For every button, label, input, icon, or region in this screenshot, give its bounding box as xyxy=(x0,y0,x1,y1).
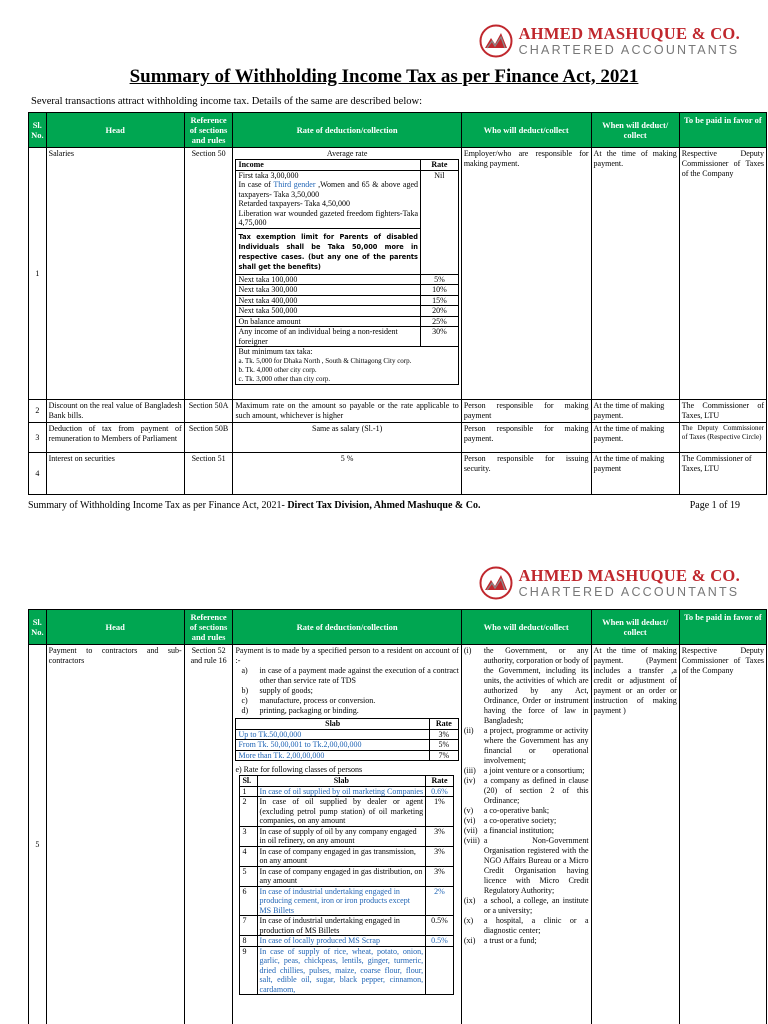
row-sl: 5 xyxy=(29,645,47,1024)
slab-value: From Tk. 50,00,001 to Tk.2,00,00,000 xyxy=(236,740,429,751)
item-key: (vii) xyxy=(463,826,478,835)
list-item xyxy=(464,896,589,916)
intro-text: Several transactions attract withholding income tax. Details of the same are described below: xyxy=(31,96,422,107)
header-sl: Sl. No. xyxy=(29,610,47,645)
slab-rate: 30% xyxy=(421,327,459,347)
row-who: Employer/who are responsible for making payment. xyxy=(461,148,591,400)
row-when: At the time of making payment. xyxy=(591,148,679,400)
slab-rate: 5% xyxy=(421,274,459,285)
row-who xyxy=(461,645,591,1024)
class-rate: 2% xyxy=(426,886,454,916)
table-row xyxy=(29,423,767,453)
first-slab: First taka 3,00,000 xyxy=(238,170,299,180)
contract-slab-table xyxy=(235,718,458,761)
item-text: supply of goods; xyxy=(259,686,313,695)
firm-logo-icon xyxy=(479,566,513,600)
firm-subtitle: CHARTERED ACCOUNTANTS xyxy=(518,584,740,599)
slab-income: Next taka 300,000 xyxy=(236,285,421,296)
slab-rate: 10% xyxy=(421,285,459,296)
item-text: a hospital, a clinic or a diagnostic center; xyxy=(483,916,589,935)
header-who: Who will deduct/collect xyxy=(461,610,591,645)
list-item xyxy=(464,816,589,826)
row-paid: Respective Deputy Commissioner of Taxes of the Company xyxy=(679,148,766,400)
item-text: printing, packaging or binding. xyxy=(259,706,359,715)
item-text: a co-operative bank; xyxy=(483,806,550,815)
class-rate: 3% xyxy=(426,866,454,886)
rate-header: Rate xyxy=(429,719,458,730)
item-text: a project, programme or activity where the Government has any financial or operational involvement; xyxy=(483,726,589,765)
row-head: Salaries xyxy=(46,148,184,400)
row-sl: 3 xyxy=(29,423,47,453)
row-when: At the time of making payment. xyxy=(591,423,679,453)
threshold-cell xyxy=(236,170,421,228)
slab-income: Next taka 100,000 xyxy=(236,274,421,285)
slab-rate: 5% xyxy=(429,740,458,751)
table-row xyxy=(29,645,767,1024)
table-row xyxy=(29,400,767,423)
slab-rate: 3% xyxy=(429,729,458,740)
class-slab: In case of company engaged in gas transmission, on any amount xyxy=(257,846,426,866)
list-item xyxy=(464,826,589,836)
rate-header: Rate xyxy=(421,160,459,171)
item-text: a trust or a fund; xyxy=(483,936,537,945)
list-item xyxy=(464,836,589,896)
slab-income: Next taka 500,000 xyxy=(236,306,421,317)
header-when: When will deduct/ collect xyxy=(591,113,679,148)
class-sl: 8 xyxy=(240,936,257,947)
firm-subtitle: CHARTERED ACCOUNTANTS xyxy=(518,42,740,57)
class-slab: In case of industrial undertaking engaged in producing cement, iron or iron products except MS Billets xyxy=(257,886,426,916)
item-text: a Non-Government Organisation registered with the NGO Affairs Bureau or a Micro Credit Organisation having licence with Micro Credit Regulatory Authority; xyxy=(483,836,589,895)
minimum-tax-c: c. Tk. 3,000 other than city corp. xyxy=(238,374,331,383)
row-head: Payment to contractors and sub-contractors xyxy=(46,645,184,1024)
list-item xyxy=(464,776,589,806)
row-head: Interest on securities xyxy=(46,453,184,495)
list-item xyxy=(464,646,589,726)
first-rate: Nil xyxy=(421,170,459,228)
footer-firm: Direct Tax Division, Ahmed Mashuque & Co. xyxy=(287,500,481,511)
slab-header: Slab xyxy=(236,719,429,730)
item-key: (v) xyxy=(463,806,474,815)
classes-sl-header: Sl. xyxy=(240,776,257,787)
list-item xyxy=(241,706,458,716)
list-item xyxy=(464,766,589,776)
item-key: d) xyxy=(241,706,249,715)
class-sl: 1 xyxy=(240,786,257,797)
slab-rate: 15% xyxy=(421,295,459,306)
slab-rate: 20% xyxy=(421,306,459,317)
payment-items xyxy=(235,666,458,716)
classes-slab-header: Slab xyxy=(257,776,426,787)
class-rate xyxy=(426,946,454,995)
exemption-note: Tax exemption limit for Parents of disabled Individuals shall be Taka 50,000 more in respective cases. (but any one of the parents shall get the benefits) xyxy=(236,228,421,274)
item-key: (ii) xyxy=(463,726,474,735)
item-key: (xi) xyxy=(463,936,476,945)
row-paid: Respective Deputy Commissioner of Taxes of the Company xyxy=(679,645,766,1024)
item-key: (iii) xyxy=(463,766,476,775)
item-text: a financial institution; xyxy=(483,826,555,835)
row-reference: Section 52 and rule 16 xyxy=(184,645,233,1024)
header-head: Head xyxy=(46,113,184,148)
class-sl: 3 xyxy=(240,826,257,846)
row-reference: Section 50 xyxy=(184,148,233,400)
minimum-tax-a: a. Tk. 5,000 for Dhaka North , South & Chittagong City corp. xyxy=(238,356,412,365)
row-rate xyxy=(233,148,461,400)
item-text: in case of a payment made against the execution of a contract other than service rate of TDS xyxy=(259,666,459,685)
item-text: a co-operative society; xyxy=(483,816,557,825)
classes-table xyxy=(239,775,453,995)
item-key: (iv) xyxy=(463,776,476,785)
header-paid: To be paid in favor of xyxy=(679,610,766,645)
class-rate: 0.5% xyxy=(426,916,454,936)
header-sl: Sl. No. xyxy=(29,113,47,148)
rate-intro: Payment is to made by a specified person to a resident on account of :- xyxy=(235,646,459,665)
class-slab: In case of supply of oil by any company engaged in oil refinery, on any amount xyxy=(257,826,426,846)
class-rate: 3% xyxy=(426,826,454,846)
minimum-tax-title: But minimum tax taka: xyxy=(238,347,313,356)
firm-name: AHMED MASHUQUE & CO. xyxy=(518,565,740,585)
header-rate: Rate of deduction/collection xyxy=(233,113,461,148)
slab-value: More than Tk. 2,00,00,000 xyxy=(236,750,429,761)
class-sl: 6 xyxy=(240,886,257,916)
list-item xyxy=(464,726,589,766)
row-rate: Maximum rate on the amount so payable or the rate applicable to such amount, whichever is higher xyxy=(233,400,461,423)
item-key: a) xyxy=(241,666,248,675)
row-rate xyxy=(233,645,461,1024)
row-rate: Same as salary (Sl.-1) xyxy=(233,423,461,453)
retarded-text: Retarded taxpayers- Taka 4,50,000 xyxy=(238,199,350,208)
header-when: When will deduct/ collect xyxy=(591,610,679,645)
row-paid: The Commissioner of Taxes, LTU xyxy=(679,453,766,495)
class-slab: In case of supply of rice, wheat, potato, onion, garlic, peas, chickpeas, lentils, ginger, turmeric, dried chillies, pulses, maize, coarse flour, flour, salt, edible oil, sugar, black pepper, cinnamon, cardamom, xyxy=(257,946,426,995)
item-text: a joint venture or a consortium; xyxy=(483,766,585,775)
row-reference: Section 50A xyxy=(184,400,233,423)
list-item xyxy=(464,916,589,936)
class-rate: 0.6% xyxy=(426,786,454,797)
firm-brand xyxy=(479,24,740,58)
header-rate: Rate of deduction/collection xyxy=(233,610,461,645)
exemption-rate-blank xyxy=(421,228,459,274)
row-sl: 1 xyxy=(29,148,47,400)
page-number: Page 1 of 19 xyxy=(689,500,740,511)
page-2 xyxy=(0,560,768,1024)
header-reference: Reference of sections and rules xyxy=(184,610,233,645)
item-key: (vi) xyxy=(463,816,476,825)
list-item xyxy=(241,686,458,696)
item-key: (viii) xyxy=(463,836,480,845)
third-gender-post: ,Women and 65 & above aged taxpayers- Taka 3,50,000 xyxy=(238,180,418,199)
row-paid: The Deputy Commissioner of Taxes (Respective Circle) xyxy=(679,423,766,453)
firm-name: AHMED MASHUQUE & CO. xyxy=(518,23,740,43)
row-who: Person responsible for issuing security. xyxy=(461,453,591,495)
row-when: At the time of making payment. (Payment includes a transfer ,a credit or adjustment of payment or an order or instruction of making payment ) xyxy=(591,645,679,1024)
class-slab: In case of oil supplied by oil marketing Companies xyxy=(257,786,426,797)
document-title: Summary of Withholding Income Tax as per Finance Act, 2021 xyxy=(129,66,639,87)
class-sl: 9 xyxy=(240,946,257,995)
third-gender-link: Third gender xyxy=(273,180,316,189)
firm-brand xyxy=(479,566,740,600)
class-slab: In case of locally produced MS Scrap xyxy=(257,936,426,947)
minimum-tax-cell xyxy=(236,347,458,385)
wht-table-page-1 xyxy=(28,112,767,495)
class-rate: 3% xyxy=(426,846,454,866)
class-sl: 5 xyxy=(240,866,257,886)
header-paid: To be paid in favor of xyxy=(679,113,766,148)
item-text: a school, a college, an institute or a university; xyxy=(483,896,589,915)
item-text: manufacture, process or conversion. xyxy=(259,696,376,705)
firm-logo-icon xyxy=(479,24,513,58)
class-sl: 4 xyxy=(240,846,257,866)
row-sl: 4 xyxy=(29,453,47,495)
slab-income: Any income of an individual being a non-resident foreigner xyxy=(236,327,421,347)
classes-title: e) Rate for following classes of persons xyxy=(235,765,363,774)
slab-value: Up to Tk.50,00,000 xyxy=(236,729,429,740)
class-sl: 2 xyxy=(240,797,257,827)
row-when: At the time of making payment. xyxy=(591,400,679,423)
row-paid: The Commissioner of Taxes, LTU xyxy=(679,400,766,423)
item-key: (i) xyxy=(463,646,472,655)
list-item xyxy=(464,806,589,816)
row-reference: Section 50B xyxy=(184,423,233,453)
third-gender-pre: In case of xyxy=(238,180,274,189)
item-text: the Government, or any authority, corporation or body of the Government, including its units, the activities of which are authorized by any Act, Ordinance, Order or instrument having the force of law in Bangladesh; xyxy=(483,646,589,725)
slab-income: Next taka 400,000 xyxy=(236,295,421,306)
row-rate: 5 % xyxy=(233,453,461,495)
row-reference: Section 51 xyxy=(184,453,233,495)
wht-table-page-2 xyxy=(28,609,767,1024)
list-item xyxy=(241,696,458,706)
class-rate: 1% xyxy=(426,797,454,827)
footer-text: Summary of Withholding Income Tax as per Finance Act, 2021- xyxy=(28,500,288,511)
classes-rate-header: Rate xyxy=(426,776,454,787)
minimum-tax-b: b. Tk. 4,000 other city corp. xyxy=(238,365,317,374)
item-key: c) xyxy=(241,696,248,705)
income-header: Income xyxy=(236,160,421,171)
row-head: Deduction of tax from payment of remuneration to Members of Parliament xyxy=(46,423,184,453)
list-item xyxy=(241,666,458,686)
third-gender-text xyxy=(238,180,418,199)
header-reference: Reference of sections and rules xyxy=(184,113,233,148)
page-footer xyxy=(28,500,740,511)
table-row xyxy=(29,453,767,495)
salary-slab-table xyxy=(235,159,458,385)
slab-rate: 25% xyxy=(421,316,459,327)
average-rate-label: Average rate xyxy=(326,149,368,158)
slab-rate: 7% xyxy=(429,750,458,761)
item-key: (x) xyxy=(463,916,474,925)
class-slab: In case of oil supplied by dealer or agent (excluding petrol pump station) of oil marketing companies, on any amount xyxy=(257,797,426,827)
liberation-text: Liberation war wounded gazeted freedom fighters-Taka 4,75,000 xyxy=(238,208,418,227)
class-slab: In case of industrial undertaking engaged in production of MS Billets xyxy=(257,916,426,936)
list-item xyxy=(464,936,589,946)
class-slab: In case of company engaged in gas distribution, on any amount xyxy=(257,866,426,886)
header-who: Who will deduct/collect xyxy=(461,113,591,148)
row-sl: 2 xyxy=(29,400,47,423)
item-text: a company as defined in clause (20) of section 2 of this Ordinance; xyxy=(483,776,589,805)
row-head: Discount on the real value of Bangladesh Bank bills. xyxy=(46,400,184,423)
row-when: At the time of making payment xyxy=(591,453,679,495)
row-who: Person responsible for making payment. xyxy=(461,423,591,453)
item-key: (ix) xyxy=(463,896,476,905)
class-sl: 7 xyxy=(240,916,257,936)
slab-income: On balance amount xyxy=(236,316,421,327)
row-who: Person responsible for making payment xyxy=(461,400,591,423)
class-rate: 0.5% xyxy=(426,936,454,947)
item-key: b) xyxy=(241,686,249,695)
header-head: Head xyxy=(46,610,184,645)
table-row xyxy=(29,148,767,400)
